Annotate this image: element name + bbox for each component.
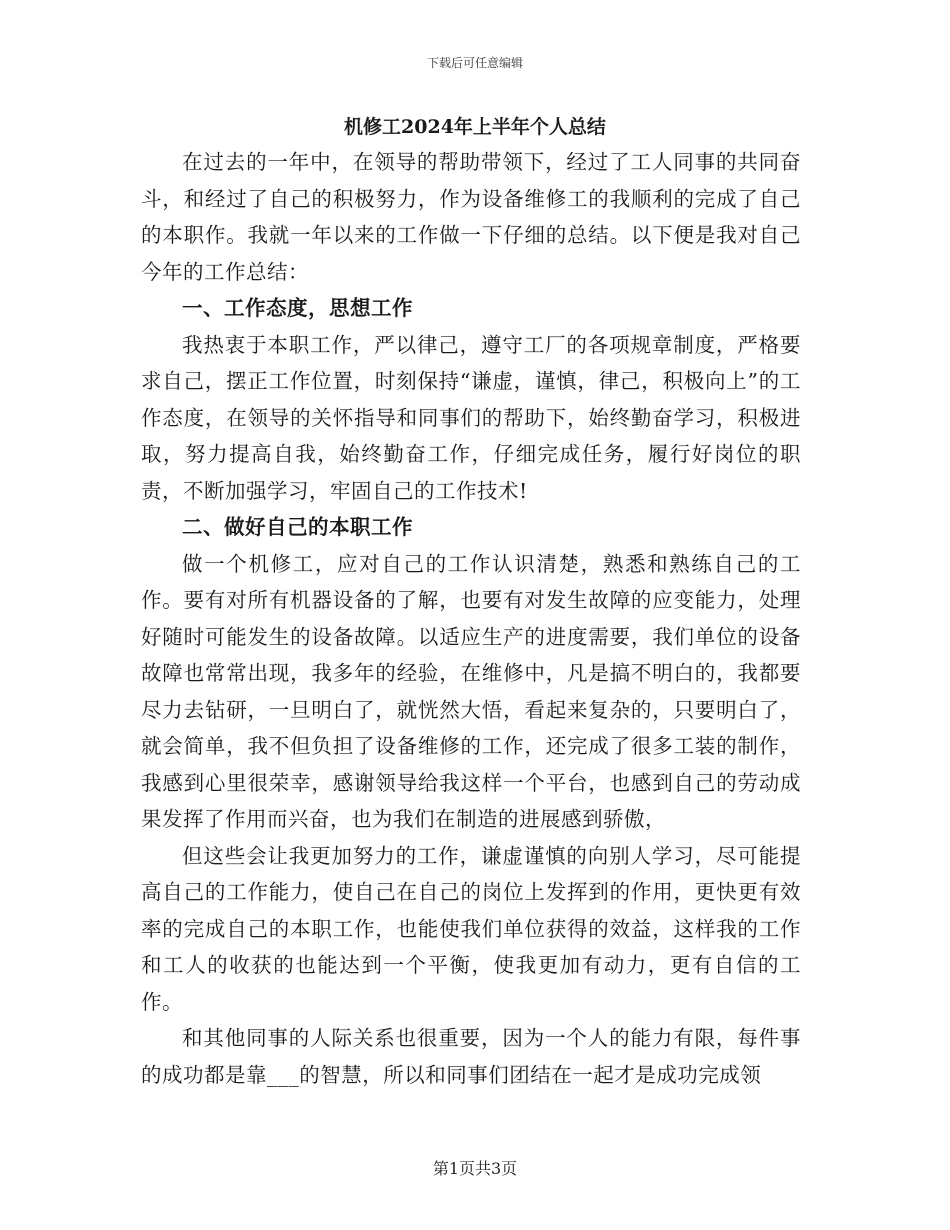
document-title: 机修工2024年上半年个人总结 — [344, 116, 606, 138]
intro-paragraph: 在过去的一年中，在领导的帮助带领下，经过了工人同事的共同奋斗，和经过了自己的积极努力，作为设备维修工的我顺利的完成了自己的本职作。我就一年以来的工作做一下仔细的总结。以下便是我对自己今年的工作总结： — [141, 150, 801, 284]
section1-heading: 一、工作态度，思想工作 — [182, 296, 413, 320]
section2-paragraph-2: 但这些会让我更加努力的工作，谦虚谨慎的向别人学习，尽可能提高自己的工作能力，使自己在自己的岗位上发挥到的作用，更快更有效率的完成自己的本职工作，也能使我们单位获得的效益，这样我的工作和工人的收获的也能达到一个平衡，使我更加有动力，更有自信的工作。 — [141, 843, 801, 1014]
section2-heading: 二、做好自己的本职工作 — [182, 515, 413, 539]
section2-paragraph-1: 做一个机修工，应对自己的工作认识清楚，熟悉和熟练自己的工作。要有对所有机器设备的了解，也要有对发生故障的应变能力，处理好随时可能发生的设备故障。以适应生产的进度需要，我们单位的设备故障也常常出现，我多年的经验，在维修中，凡是搞不明白的，我都要尽力去钻研，一旦明白了，就恍然大悟，看起来复杂的，只要明白了，就会简单，我不但负担了设备维修的工作，还完成了很多工装的制作，我感到心里很荣幸，感谢领导给我这样一个平台，也感到自己的劳动成果发挥了作用而兴奋，也为我们在制造的进展感到骄傲， — [141, 551, 801, 831]
document-body — [141, 144, 801, 1093]
page-indicator: 第1页共3页 — [432, 1159, 518, 1178]
section2-paragraph-3: 和其他同事的人际关系也很重要，因为一个人的能力有限，每件事的成功都是靠___的智慧，所以和同事们团结在一起才是成功完成领 — [141, 1026, 801, 1087]
header-note: 下载后可任意编辑 — [426, 56, 523, 70]
section1-paragraph: 我热衷于本职工作，严以律己，遵守工厂的各项规章制度，严格要求自己，摆正工作位置，时刻保持“谦虚，谨慎，律己，积极向上”的工作态度，在领导的关怀指导和同事们的帮助下，始终勤奋学习，积极进取，努力提高自我，始终勤奋工作，仔细完成任务，履行好岗位的职责，不断加强学习，牢固自己的工作技术! — [141, 332, 801, 503]
